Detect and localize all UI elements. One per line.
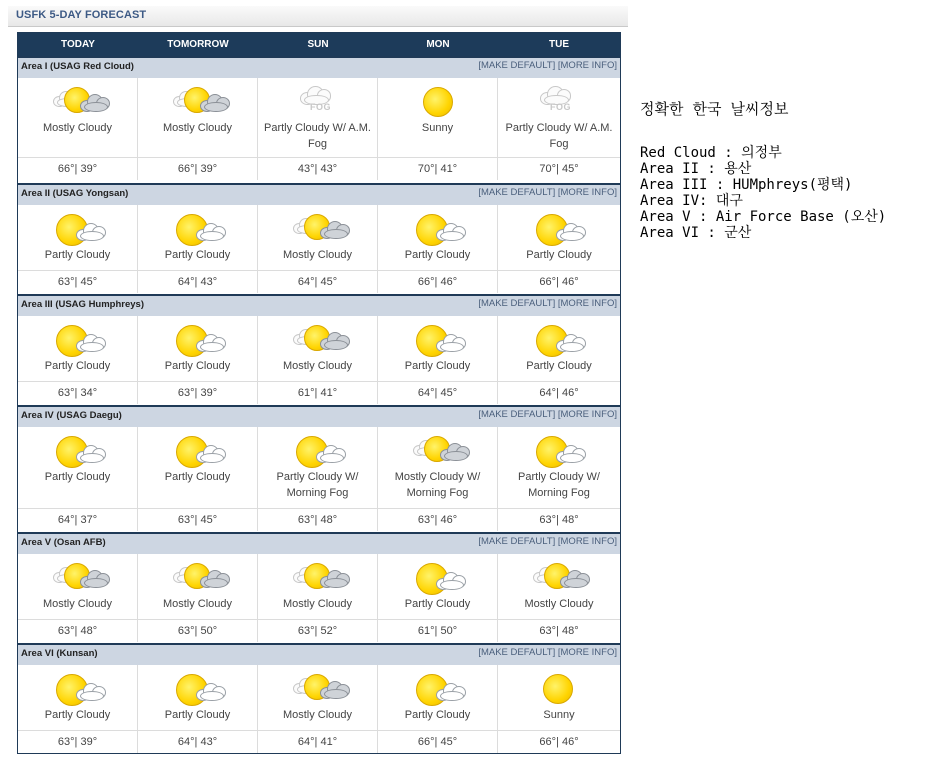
area-title: Area V (Osan AFB) (21, 537, 106, 548)
note-line: Area III : HUMphreys(평택) (640, 177, 853, 193)
area-header (18, 405, 620, 427)
temperature-text: 63°| 34° (18, 381, 137, 404)
condition-text: Mostly Cloudy (282, 360, 353, 372)
condition-text: Sunny (421, 122, 454, 134)
partly-cloudy-icon (18, 665, 137, 707)
note-line: Area IV: 대구 (640, 193, 743, 209)
area-block (18, 294, 620, 404)
forecast-row (18, 316, 620, 404)
forecast-cell (258, 78, 378, 180)
mostly-cloudy-icon (18, 78, 137, 120)
forecast-cell (258, 427, 378, 531)
forecast-cell (18, 78, 138, 180)
condition-text: Partly Cloudy (164, 249, 231, 261)
mostly-cloudy-icon (138, 78, 257, 120)
condition-text: Mostly Cloudy (42, 598, 113, 610)
mostly-cloudy-icon (138, 554, 257, 596)
forecast-cell (378, 554, 498, 642)
partly-cloudy-icon (138, 427, 257, 469)
forecast-cell (18, 554, 138, 642)
area-title: Area I (USAG Red Cloud) (21, 61, 134, 72)
temperature-text: 64°| 41° (258, 730, 377, 753)
condition-text: Partly Cloudy (164, 709, 231, 721)
area-header (18, 183, 620, 205)
condition-text: Partly Cloudy (526, 249, 592, 261)
forecast-cell (258, 665, 378, 753)
note-line: Red Cloud : 의정부 (640, 145, 782, 161)
forecast-cell (18, 427, 138, 531)
condition-text: Mostly Cloudy (282, 249, 353, 261)
forecast-cell (498, 554, 620, 642)
temperature-text: 61°| 41° (258, 381, 377, 404)
sunny-icon (498, 665, 620, 707)
forecast-title-bar (8, 6, 628, 27)
partly-cloudy-icon (138, 205, 257, 247)
condition-text: Partly Cloudy (164, 360, 231, 372)
forecast-cell (18, 316, 138, 404)
partly-cloudy-icon (18, 205, 137, 247)
forecast-row (18, 205, 620, 293)
forecast-cell (138, 78, 258, 180)
note-line: Area VI : 군산 (640, 225, 752, 241)
make-default-link[interactable]: [MAKE DEFAULT] (478, 536, 556, 547)
condition-text: Partly Cloudy (164, 471, 231, 483)
condition-text: Partly Cloudy (404, 360, 471, 372)
forecast-cell (258, 554, 378, 642)
forecast-table (17, 32, 621, 754)
condition-text: Partly Cloudy (404, 249, 471, 261)
condition-text: Partly Cloudy (44, 360, 111, 372)
area-block (18, 183, 620, 293)
mostly-cloudy-icon (258, 554, 377, 596)
temperature-text: 70°| 41° (378, 157, 497, 180)
forecast-cell (258, 316, 378, 404)
partly-cloudy-icon (378, 316, 497, 358)
area-header (18, 56, 620, 78)
area-block (18, 56, 620, 180)
notes-title: 정확한 한국 날씨정보 (640, 100, 789, 118)
partly-cloudy-icon (378, 205, 497, 247)
partly-cloudy-icon (498, 205, 620, 247)
temperature-text: 66°| 46° (498, 730, 620, 753)
temperature-text: 63°| 48° (498, 508, 620, 531)
day-header-2: SUN (307, 39, 329, 50)
condition-text: Mostly Cloudy (162, 598, 233, 610)
forecast-row (18, 427, 620, 531)
area-links (478, 647, 617, 658)
partly-cloudy-icon (378, 665, 497, 707)
forecast-cell (498, 427, 620, 531)
mostly-cloudy-icon (18, 554, 137, 596)
temperature-text: 64°| 45° (378, 381, 497, 404)
condition-text: Sunny (543, 709, 575, 721)
forecast-cell (378, 78, 498, 180)
area-title: Area II (USAG Yongsan) (21, 188, 129, 199)
forecast-cell (498, 665, 620, 753)
condition-text: Partly Cloudy W/ Morning Fog (276, 471, 359, 499)
area-header (18, 294, 620, 316)
forecast-cell (138, 316, 258, 404)
forecast-cell (498, 316, 620, 404)
temperature-text: 63°| 46° (378, 508, 497, 531)
fog-icon (258, 78, 377, 120)
partly-cloudy-icon (498, 316, 620, 358)
day-header-3: MON (426, 39, 450, 50)
temperature-text: 63°| 50° (138, 619, 257, 642)
area-title: Area IV (USAG Daegu) (21, 410, 122, 421)
area-links (478, 409, 617, 420)
forecast-cell (138, 205, 258, 293)
more-info-link[interactable]: [MORE INFO] (557, 409, 617, 420)
day-header-row (18, 33, 620, 57)
temperature-text: 70°| 45° (498, 157, 620, 180)
more-info-link[interactable]: [MORE INFO] (557, 536, 617, 547)
temperature-text: 63°| 52° (258, 619, 377, 642)
area-links (478, 298, 617, 309)
make-default-link[interactable]: [MAKE DEFAULT] (478, 298, 556, 309)
temperature-text: 64°| 45° (258, 270, 377, 293)
condition-text: Partly Cloudy (404, 709, 471, 721)
area-links (478, 60, 617, 71)
make-default-link[interactable]: [MAKE DEFAULT] (478, 409, 556, 420)
condition-text: Mostly Cloudy (282, 709, 353, 721)
temperature-text: 64°| 46° (498, 381, 620, 404)
sunny-icon (378, 78, 497, 120)
mostly-cloudy-icon (258, 205, 377, 247)
condition-text: Partly Cloudy W/ A.M. Fog (505, 122, 613, 150)
forecast-cell (378, 205, 498, 293)
note-line: Area V : Air Force Base (오산) (640, 209, 887, 225)
day-header-0: TODAY (61, 39, 95, 50)
partly-cloudy-icon (18, 427, 137, 469)
condition-text: Partly Cloudy (404, 598, 471, 610)
temperature-text: 66°| 39° (18, 157, 137, 180)
forecast-cell (138, 427, 258, 531)
temperature-text: 63°| 39° (138, 381, 257, 404)
forecast-row (18, 665, 620, 753)
day-header-4: TUE (549, 39, 569, 50)
area-links (478, 187, 617, 198)
mostly-cloudy-icon (258, 665, 377, 707)
fog-icon (498, 78, 620, 120)
fog-label: FOG (310, 102, 331, 112)
fog-label: FOG (550, 102, 571, 112)
partly-cloudy-icon (498, 427, 620, 469)
temperature-text: 64°| 43° (138, 730, 257, 753)
partly-cloudy-icon (378, 554, 497, 596)
temperature-text: 61°| 50° (378, 619, 497, 642)
day-header-1: TOMORROW (167, 39, 229, 50)
make-default-link[interactable]: [MAKE DEFAULT] (478, 647, 556, 658)
temperature-text: 64°| 43° (138, 270, 257, 293)
temperature-text: 66°| 39° (138, 157, 257, 180)
condition-text: Partly Cloudy (44, 709, 111, 721)
forecast-cell (18, 205, 138, 293)
area-title: Area VI (Kunsan) (21, 648, 98, 659)
temperature-text: 63°| 39° (18, 730, 137, 753)
area-header (18, 532, 620, 554)
condition-text: Mostly Cloudy (162, 122, 233, 134)
forecast-cell (378, 665, 498, 753)
forecast-cell (258, 205, 378, 293)
more-info-link[interactable]: [MORE INFO] (557, 647, 617, 658)
forecast-cell (378, 316, 498, 404)
condition-text: Partly Cloudy (44, 471, 111, 483)
partly-cloudy-icon (138, 316, 257, 358)
temperature-text: 63°| 45° (138, 508, 257, 531)
mostly-cloudy-icon (498, 554, 620, 596)
condition-text: Partly Cloudy W/ Morning Fog (518, 471, 600, 499)
notes-panel (640, 98, 886, 241)
temperature-text: 63°| 48° (258, 508, 377, 531)
forecast-title: USFK 5-DAY FORECAST (16, 9, 147, 21)
area-block (18, 643, 620, 753)
area-header (18, 643, 620, 665)
forecast-row (18, 554, 620, 642)
forecast-cell (138, 665, 258, 753)
more-info-link[interactable]: [MORE INFO] (557, 187, 617, 198)
condition-text: Mostly Cloudy (282, 598, 353, 610)
more-info-link[interactable]: [MORE INFO] (557, 60, 617, 71)
temperature-text: 63°| 48° (18, 619, 137, 642)
condition-text: Partly Cloudy (526, 360, 592, 372)
temperature-text: 66°| 46° (498, 270, 620, 293)
temperature-text: 63°| 48° (498, 619, 620, 642)
area-links (478, 536, 617, 547)
temperature-text: 43°| 43° (258, 157, 377, 180)
temperature-text: 66°| 46° (378, 270, 497, 293)
forecast-cell (498, 205, 620, 293)
condition-text: Partly Cloudy (44, 249, 111, 261)
condition-text: Mostly Cloudy W/ Morning Fog (394, 471, 481, 499)
mostly-cloudy-icon (258, 316, 377, 358)
area-block (18, 405, 620, 531)
area-block (18, 532, 620, 642)
forecast-cell (18, 665, 138, 753)
forecast-cell (378, 427, 498, 531)
forecast-row (18, 78, 620, 180)
temperature-text: 66°| 45° (378, 730, 497, 753)
partly-cloudy-icon (258, 427, 377, 469)
more-info-link[interactable]: [MORE INFO] (557, 298, 617, 309)
forecast-cell (138, 554, 258, 642)
mostly-cloudy-icon (378, 427, 497, 469)
temperature-text: 64°| 37° (18, 508, 137, 531)
make-default-link[interactable]: [MAKE DEFAULT] (478, 60, 556, 71)
area-title: Area III (USAG Humphreys) (21, 299, 144, 310)
note-line: Area II : 용산 (640, 161, 752, 177)
condition-text: Partly Cloudy W/ A.M. Fog (264, 122, 371, 150)
partly-cloudy-icon (138, 665, 257, 707)
temperature-text: 63°| 45° (18, 270, 137, 293)
partly-cloudy-icon (18, 316, 137, 358)
make-default-link[interactable]: [MAKE DEFAULT] (478, 187, 556, 198)
condition-text: Mostly Cloudy (42, 122, 113, 134)
condition-text: Mostly Cloudy (524, 598, 594, 610)
forecast-cell (498, 78, 620, 180)
